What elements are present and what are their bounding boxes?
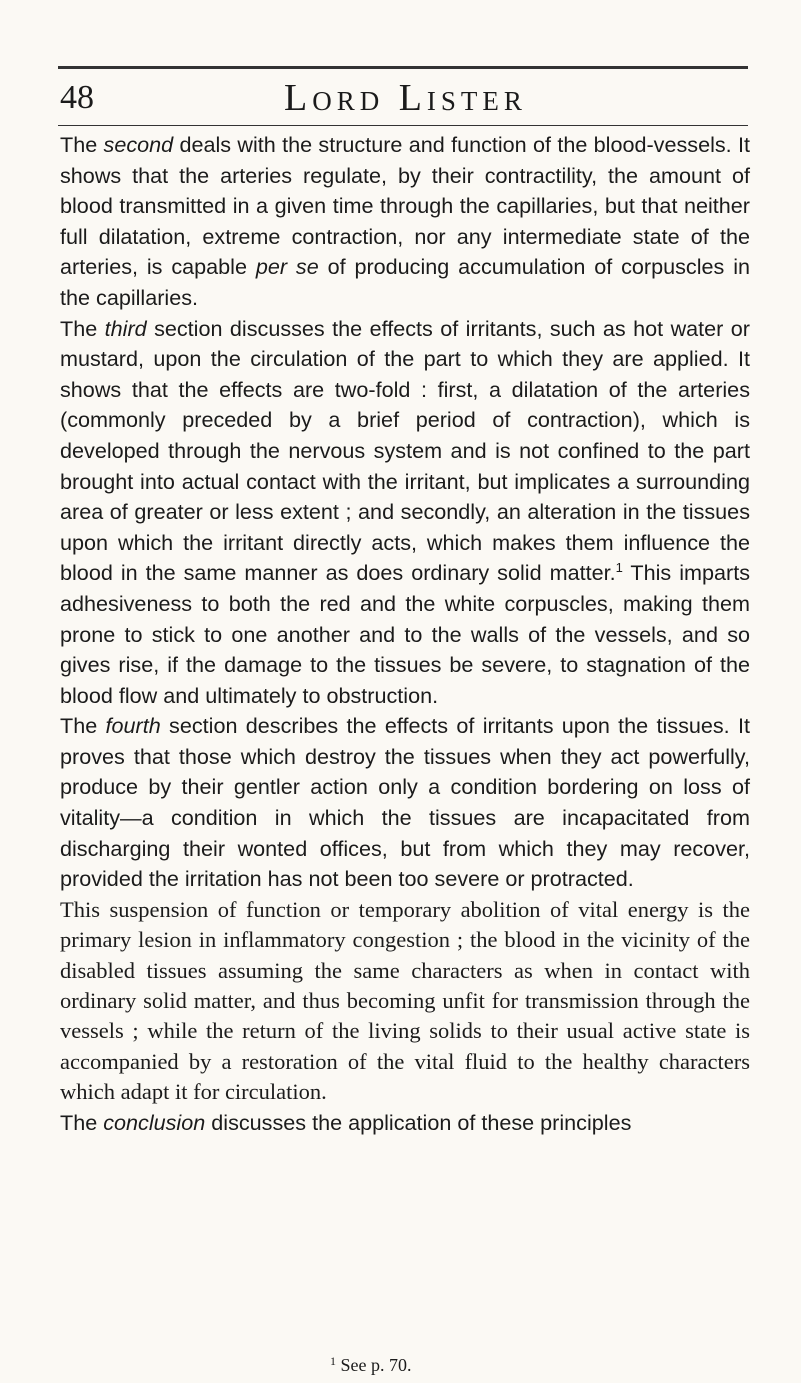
paragraph-second-section [60, 130, 750, 314]
footnote-reference[interactable]: 1 [615, 560, 623, 576]
text-run: deals with the structure and function of the blood-vessels. It shows that the arteries regulate, by their contractility, the amount of blood transmitted in a given time through the capillaries, but that neither full dilatation, extreme contraction, nor any intermediate state of the arteries, is capable [60, 132, 750, 280]
text-run: section describes the effects of irritants upon the tissues. It proves that those which destroy the tissues when they act powerfully, produce by their gentler action only a condition bordering on loss of vitality—a condition in which the tissues are incapacitated from discharging their wonted offices, but from which they may recover, provided the irritation has not been too severe or protracted. [60, 713, 750, 892]
paragraph-fourth-section [60, 711, 750, 895]
footnote-marker: 1 [330, 1354, 336, 1368]
italic-term: per se [255, 254, 319, 280]
running-head [60, 76, 750, 122]
text-run: discusses the application of these principles [205, 1109, 632, 1135]
text-run: The [60, 315, 105, 341]
footnote [330, 1354, 412, 1376]
text-body [60, 130, 750, 1138]
text-run: section discusses the effects of irritants, such as hot water or mustard, upon the circulation of the part to which they are applied. It shows that the effects are two-fold : first, a dilatation of the arteries (commonly preceded by a brief period of contraction), which is developed through the nervous system and is not confined to the part brought into actual contact with the irritant, but implicates a surrounding area of greater or less extent ; and secondly, an alteration in the tissues upon which the irritant directly acts, which makes them influence the blood in the same manner as does ordinary solid matter. [60, 315, 750, 586]
book-title: Lord Lister [284, 77, 527, 119]
italic-term: third [104, 315, 147, 341]
text-run: This imparts adhesiveness to both the red and the white corpuscles, making them prone to stick to one another and to the walls of the vessels, and so gives rise, if the damage to the tissues be severe, to stagnation of the blood flow and ultimately to obstruction. [60, 560, 750, 708]
italic-term: fourth [105, 713, 161, 739]
page-number: 48 [60, 79, 94, 116]
text-run: This suspension of function or temporary abolition of vital energy is the primary lesion in inflammatory congestion ; the blood in the vicinity of the disabled tissues assuming the same characters as when in contact with ordinary solid matter, and thus becoming unfit for transmission through the vessels ; while the return of the living solids to their usual active state is accompanied by a restoration of the vital fluid to the healthy characters which adapt it for circulation. [60, 896, 750, 1105]
footnote-text: See p. 70. [336, 1355, 412, 1375]
text-run: of producing accumulation of corpuscles in the capillaries. [60, 254, 751, 310]
italic-term: conclusion [103, 1109, 206, 1135]
paragraph-quotation [60, 895, 750, 1108]
paragraph-third-section [60, 314, 750, 712]
header-rule-top [58, 66, 748, 69]
text-run: The [60, 132, 104, 157]
text-run: The [60, 713, 106, 739]
italic-term: second [103, 132, 174, 157]
text-run: The [60, 1109, 104, 1135]
paragraph-conclusion [60, 1108, 750, 1139]
header-rule-bottom [58, 125, 748, 126]
